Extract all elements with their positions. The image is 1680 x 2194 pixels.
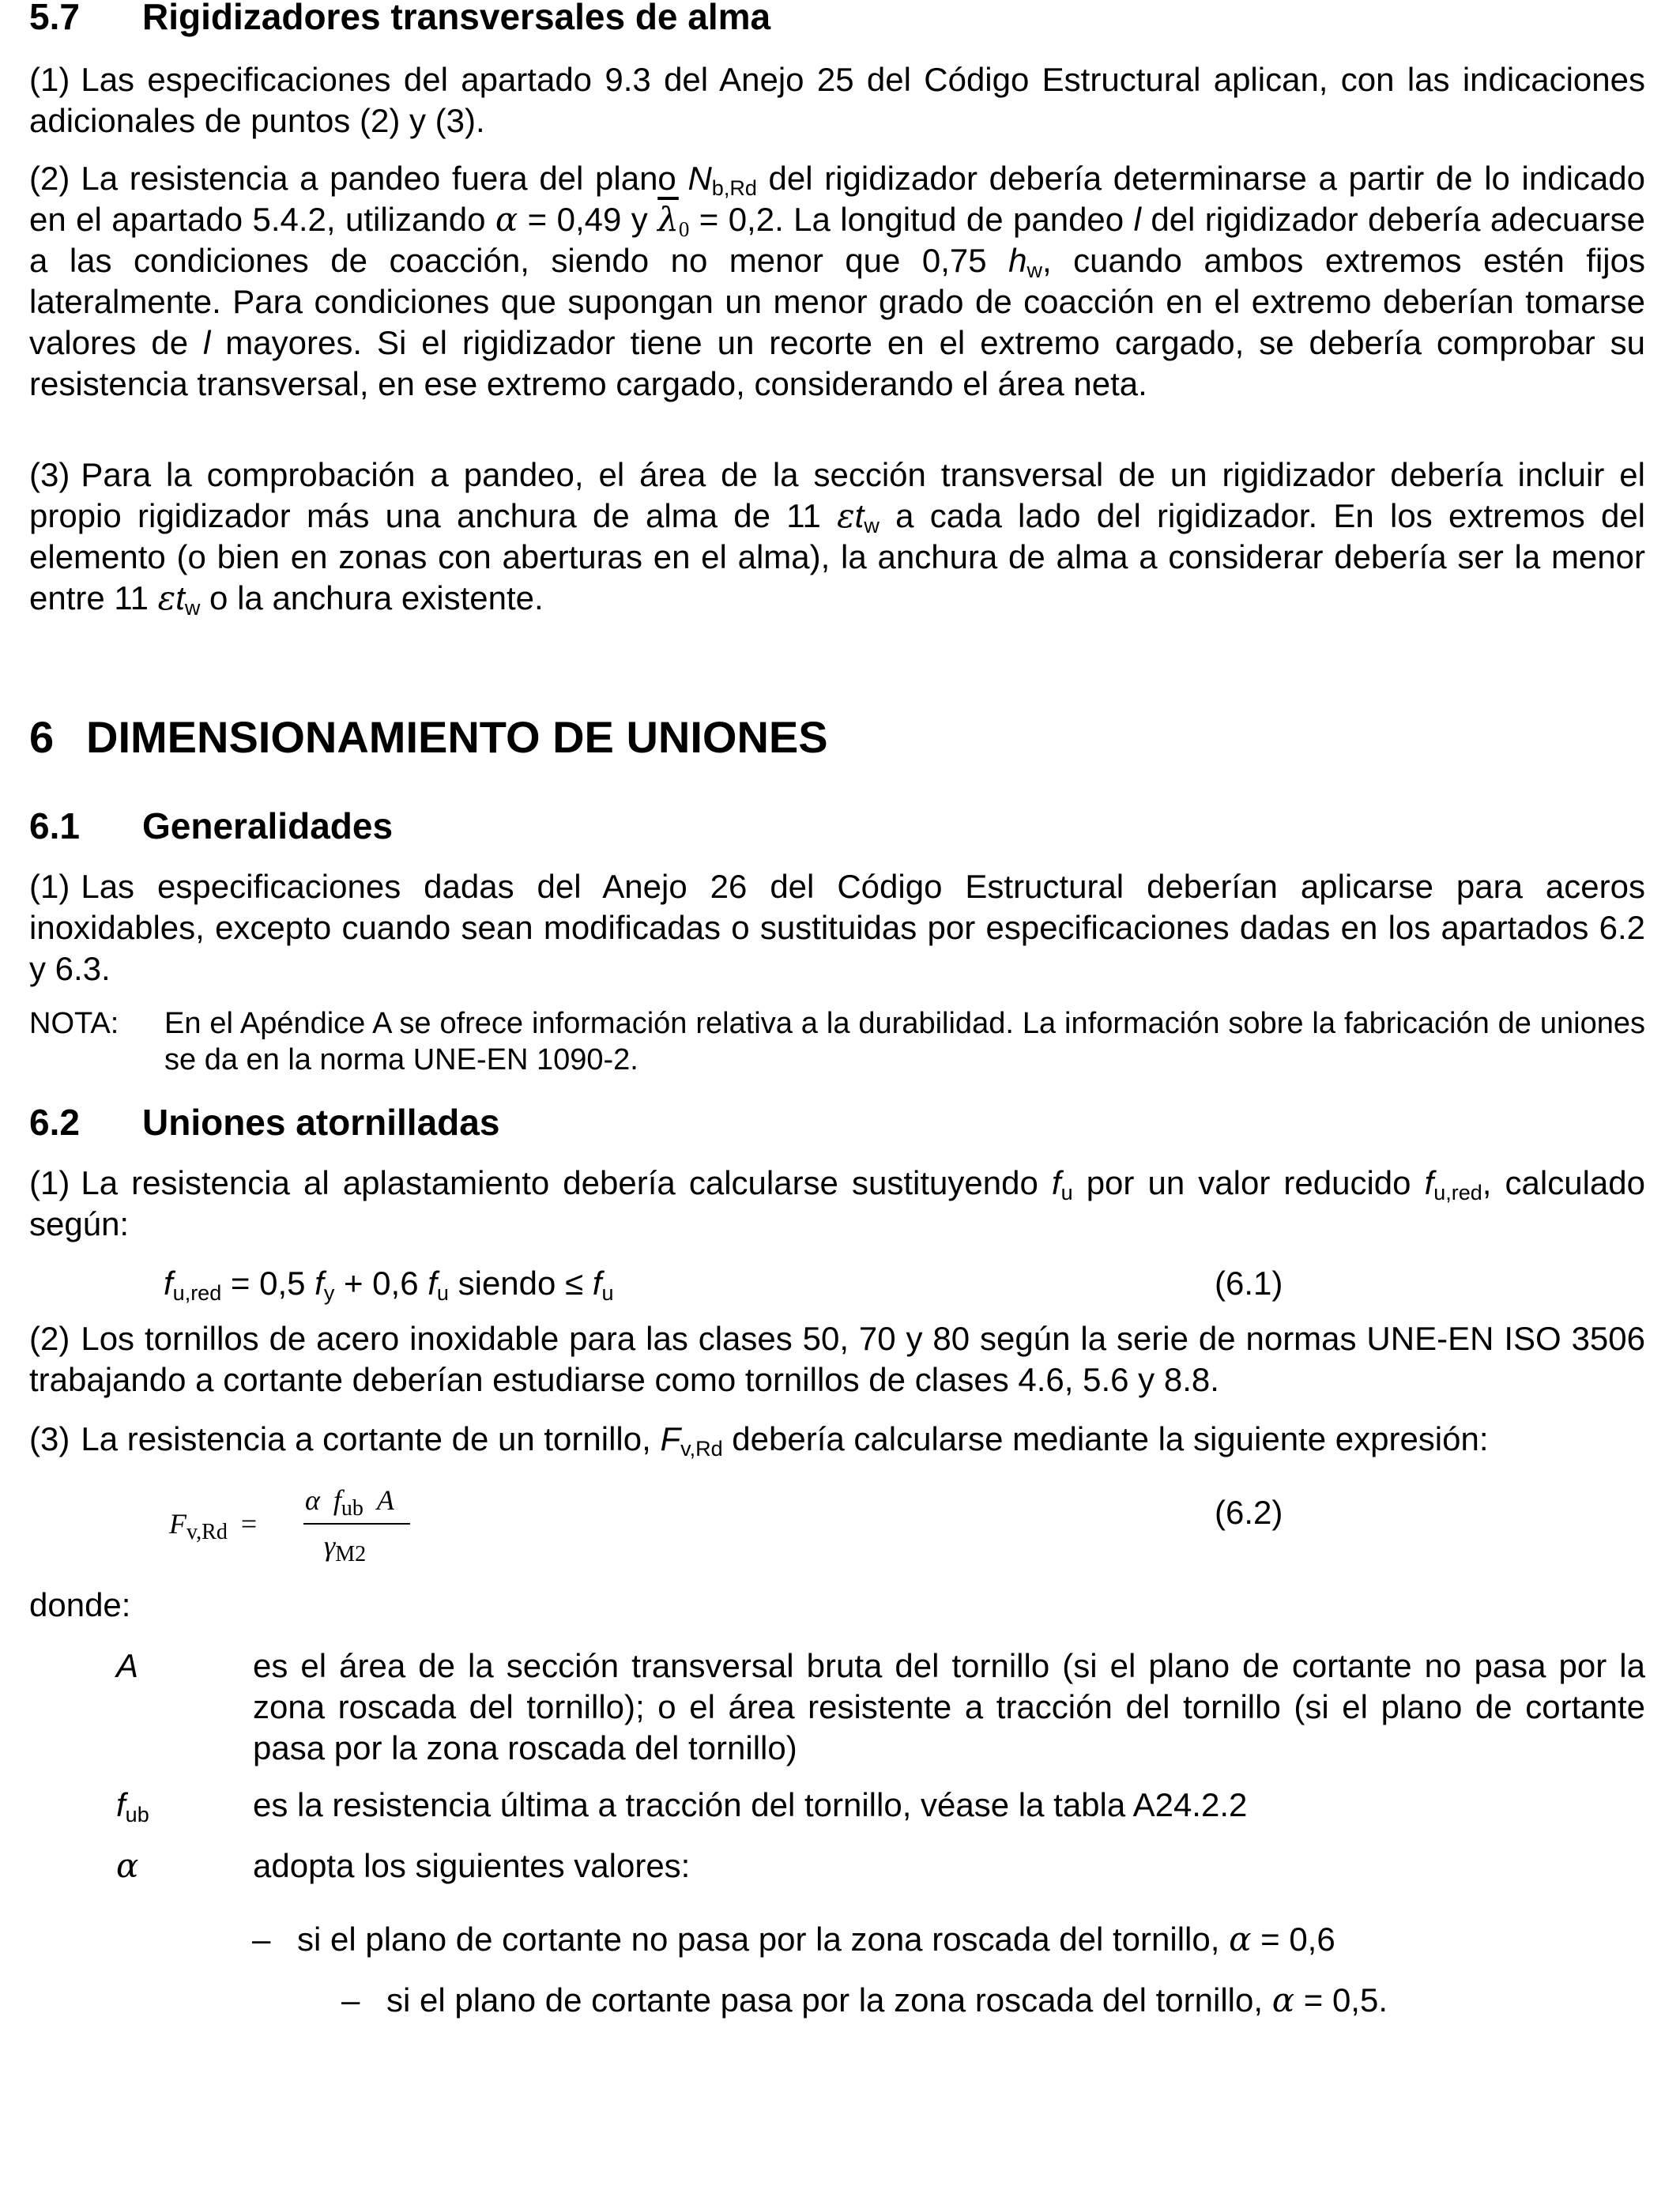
section-heading-6-2	[29, 1101, 499, 1144]
symbol-f: f	[592, 1265, 602, 1302]
symbol-epsilon: ε	[157, 579, 176, 617]
equation-6-2	[169, 1484, 430, 1591]
chapter-heading-6	[29, 711, 828, 763]
paragraph-6-2-2	[29, 1318, 1645, 1400]
symbol-subscript: v,Rd	[186, 1520, 228, 1544]
symbol-alpha: α	[1271, 1981, 1295, 2019]
symbol-subscript: u	[601, 1281, 614, 1305]
symbol-subscript: u,red	[172, 1281, 222, 1305]
section-number: 5.7	[29, 0, 80, 37]
symbol-subscript: w	[1026, 258, 1042, 282]
where-label: donde:	[29, 1586, 131, 1623]
text-run: = 0,6	[1251, 1921, 1335, 1958]
symbol-lambda-bar: $\overline{\lambda}$	[657, 200, 679, 239]
symbol-l: l	[203, 324, 211, 361]
paragraph-text: Las especificaciones del apartado 9.3 del Anejo 25 del Código Estructural aplican, con las indicaciones adicionales de puntos (2) y (3).	[29, 61, 1645, 139]
symbol-t: t	[175, 579, 185, 616]
symbol-subscript: ub	[341, 1496, 363, 1521]
text-run: del rigidizador debería determinarse a partir de lo indicado en el apartado 5.4.2, utilizando	[29, 160, 1646, 238]
text-run: + 0,6	[334, 1265, 428, 1302]
symbol-t: t	[854, 497, 864, 534]
paragraph-text: Las especificaciones dadas del Anejo 26 del Código Estructural deberían aplicarse para aceros inoxidables, excepto cuando sean modificadas o sustituidas por especificaciones dadas en los apartados 6.2 y 6.3.	[29, 868, 1645, 987]
symbol-F: F	[169, 1508, 186, 1540]
symbol-N: N	[687, 160, 712, 197]
section-title: Rigidizadores transversales de alma	[142, 0, 771, 37]
symbol-subscript: w	[864, 514, 880, 537]
symbol-subscript: u	[1060, 1181, 1073, 1204]
symbol-f: f	[333, 1484, 341, 1516]
list-item	[341, 1980, 1645, 2021]
dash-bullet: –	[252, 1921, 271, 1958]
text-run: La resistencia al aplastamiento debería calcularse sustituyendo	[81, 1164, 1052, 1201]
symbol-subscript: u,red	[1433, 1181, 1482, 1204]
symbol-l: l	[1133, 201, 1141, 238]
text-run: a cada lado del rigidizador. En los extremos del elemento (o bien en zonas con aberturas en el alma), la anchura de alma a considerar debería ser la menor entre 11	[29, 497, 1646, 616]
symbol-subscript: v,Rd	[680, 1437, 723, 1461]
symbol-epsilon: ε	[837, 496, 855, 535]
text-run: , calculado según:	[29, 1164, 1645, 1242]
symbol-subscript: b,Rd	[711, 176, 757, 200]
symbol-f: f	[116, 1786, 126, 1823]
text-run: La resistencia a cortante de un tornillo,	[81, 1420, 661, 1457]
text-run: = 0,5	[221, 1265, 315, 1302]
definition-symbol-alpha: α	[116, 1846, 139, 1885]
text-run: por un valor reducido	[1072, 1164, 1425, 1201]
equation-number-6-1: (6.1)	[1215, 1265, 1283, 1302]
equals-sign: =	[240, 1508, 258, 1540]
symbol-alpha: α	[1229, 1920, 1252, 1958]
equation-6-1	[164, 1265, 614, 1305]
text-run: , cuando ambos extremos estén fijos lateralmente. Para condiciones que supongan un menor grado de coacción en el extremo deberían tomarse valores de	[29, 242, 1645, 361]
paragraph-text: Los tornillos de acero inoxidable para las clases 50, 70 y 80 según la serie de normas UNE-EN ISO 3506 trabajando a cortante deberían estudiarse como tornillos de clases 4.6, 5.6 y 8.8.	[29, 1320, 1645, 1398]
section-heading-6-1	[29, 805, 393, 847]
text-run: o la anchura existente.	[200, 579, 544, 616]
text-run: debería calcularse mediante la siguiente expresión:	[722, 1420, 1489, 1457]
symbol-subscript: ub	[125, 1803, 149, 1826]
text-run: mayores. Si el rigidizador tiene un recorte en el extremo cargado, se debería comprobar su resistencia transversal, en ese extremo cargado, considerando el área neta.	[29, 324, 1645, 402]
section-number: 6.2	[29, 1102, 80, 1143]
symbol-f: f	[164, 1265, 173, 1302]
paragraph-5-7-3	[29, 454, 1645, 619]
paragraph-5-7-1	[29, 59, 1645, 141]
note-label: NOTA:	[29, 1007, 119, 1040]
text-run: si el plano de cortante no pasa por la zona roscada del tornillo,	[297, 1921, 1230, 1958]
paragraph-6-2-1	[29, 1163, 1645, 1245]
paragraph-number: (2)	[29, 1320, 70, 1357]
symbol-f: f	[315, 1265, 324, 1302]
definition-text-A: es el área de la sección transversal bruta del tornillo (si el plano de cortante no pasa por la zona roscada del tornillo); o el área resistente a tracción del tornillo (si el plano de cortante pasa por la zona roscada del tornillo)	[253, 1647, 1645, 1766]
definition-symbol-fub	[116, 1785, 195, 1826]
fraction-numerator	[305, 1483, 394, 1521]
paragraph-number: (1)	[29, 61, 70, 98]
section-heading-5-7	[29, 0, 770, 38]
symbol-subscript: w	[184, 596, 201, 620]
section-title: Generalidades	[142, 805, 394, 846]
symbol-alpha: α	[495, 200, 518, 239]
paragraph-number: (3)	[29, 1420, 70, 1457]
fraction-bar	[303, 1523, 410, 1525]
equation-lhs	[169, 1507, 258, 1544]
note-text: En el Apéndice A se ofrece información relativa a la durabilidad. La información sobre la fabricación de uniones se da en la norma UNE-EN 1090-2.	[164, 1007, 1645, 1076]
symbol-alpha: α	[305, 1484, 320, 1516]
definition-text-alpha: adopta los siguientes valores:	[253, 1847, 691, 1884]
section-number: 6.1	[29, 805, 80, 846]
symbol-h: h	[1008, 242, 1027, 279]
section-title: Uniones atornilladas	[142, 1102, 500, 1143]
symbol-subscript: 0	[678, 217, 690, 241]
fraction-denominator	[324, 1529, 367, 1566]
dash-bullet: –	[341, 1981, 360, 2019]
symbol-gamma: γ	[324, 1530, 336, 1562]
equation-number-6-2: (6.2)	[1215, 1494, 1283, 1531]
text-run: = 0,5.	[1294, 1981, 1388, 2019]
text-run: Para la comprobación a pandeo, el área de la sección transversal de un rigidizador debería incluir el propio rigidizador más una anchura de alma de 11	[29, 456, 1645, 534]
paragraph-number: (3)	[29, 456, 70, 493]
definition-symbol-A: A	[116, 1647, 139, 1684]
text-run: = 0,49 y	[518, 201, 658, 238]
paragraph-number: (1)	[29, 868, 70, 905]
list-item	[252, 1919, 1645, 1960]
text-run: del rigidizador debería adecuarse a las condiciones de coacción, siendo no menor que 0,75	[29, 201, 1645, 279]
chapter-number: 6	[29, 712, 55, 762]
symbol-F: F	[660, 1420, 681, 1457]
symbol-subscript: M2	[335, 1542, 367, 1566]
definition-text-fub: es la resistencia última a tracción del tornillo, véase la tabla A24.2.2	[253, 1786, 1248, 1823]
paragraph-number: (1)	[29, 1164, 70, 1201]
symbol-f: f	[1051, 1164, 1061, 1201]
text-run: siendo ≤	[448, 1265, 593, 1302]
chapter-title: DIMENSIONAMIENTO DE UNIONES	[86, 712, 828, 762]
symbol-subscript: u	[436, 1281, 449, 1305]
symbol-subscript: y	[323, 1281, 335, 1305]
symbol-A: A	[376, 1484, 394, 1516]
text-run: = 0,2. La longitud de pandeo	[689, 201, 1134, 238]
text-run: si el plano de cortante pasa por la zona roscada del tornillo,	[386, 1981, 1272, 2019]
paragraph-number: (2)	[29, 160, 70, 197]
symbol-f: f	[428, 1265, 437, 1302]
paragraph-5-7-2	[29, 158, 1645, 405]
paragraph-6-1-1	[29, 866, 1645, 990]
text-run: La resistencia a pandeo fuera del plano	[81, 160, 688, 197]
symbol-f: f	[1424, 1164, 1434, 1201]
paragraph-6-2-3	[29, 1419, 1645, 1460]
